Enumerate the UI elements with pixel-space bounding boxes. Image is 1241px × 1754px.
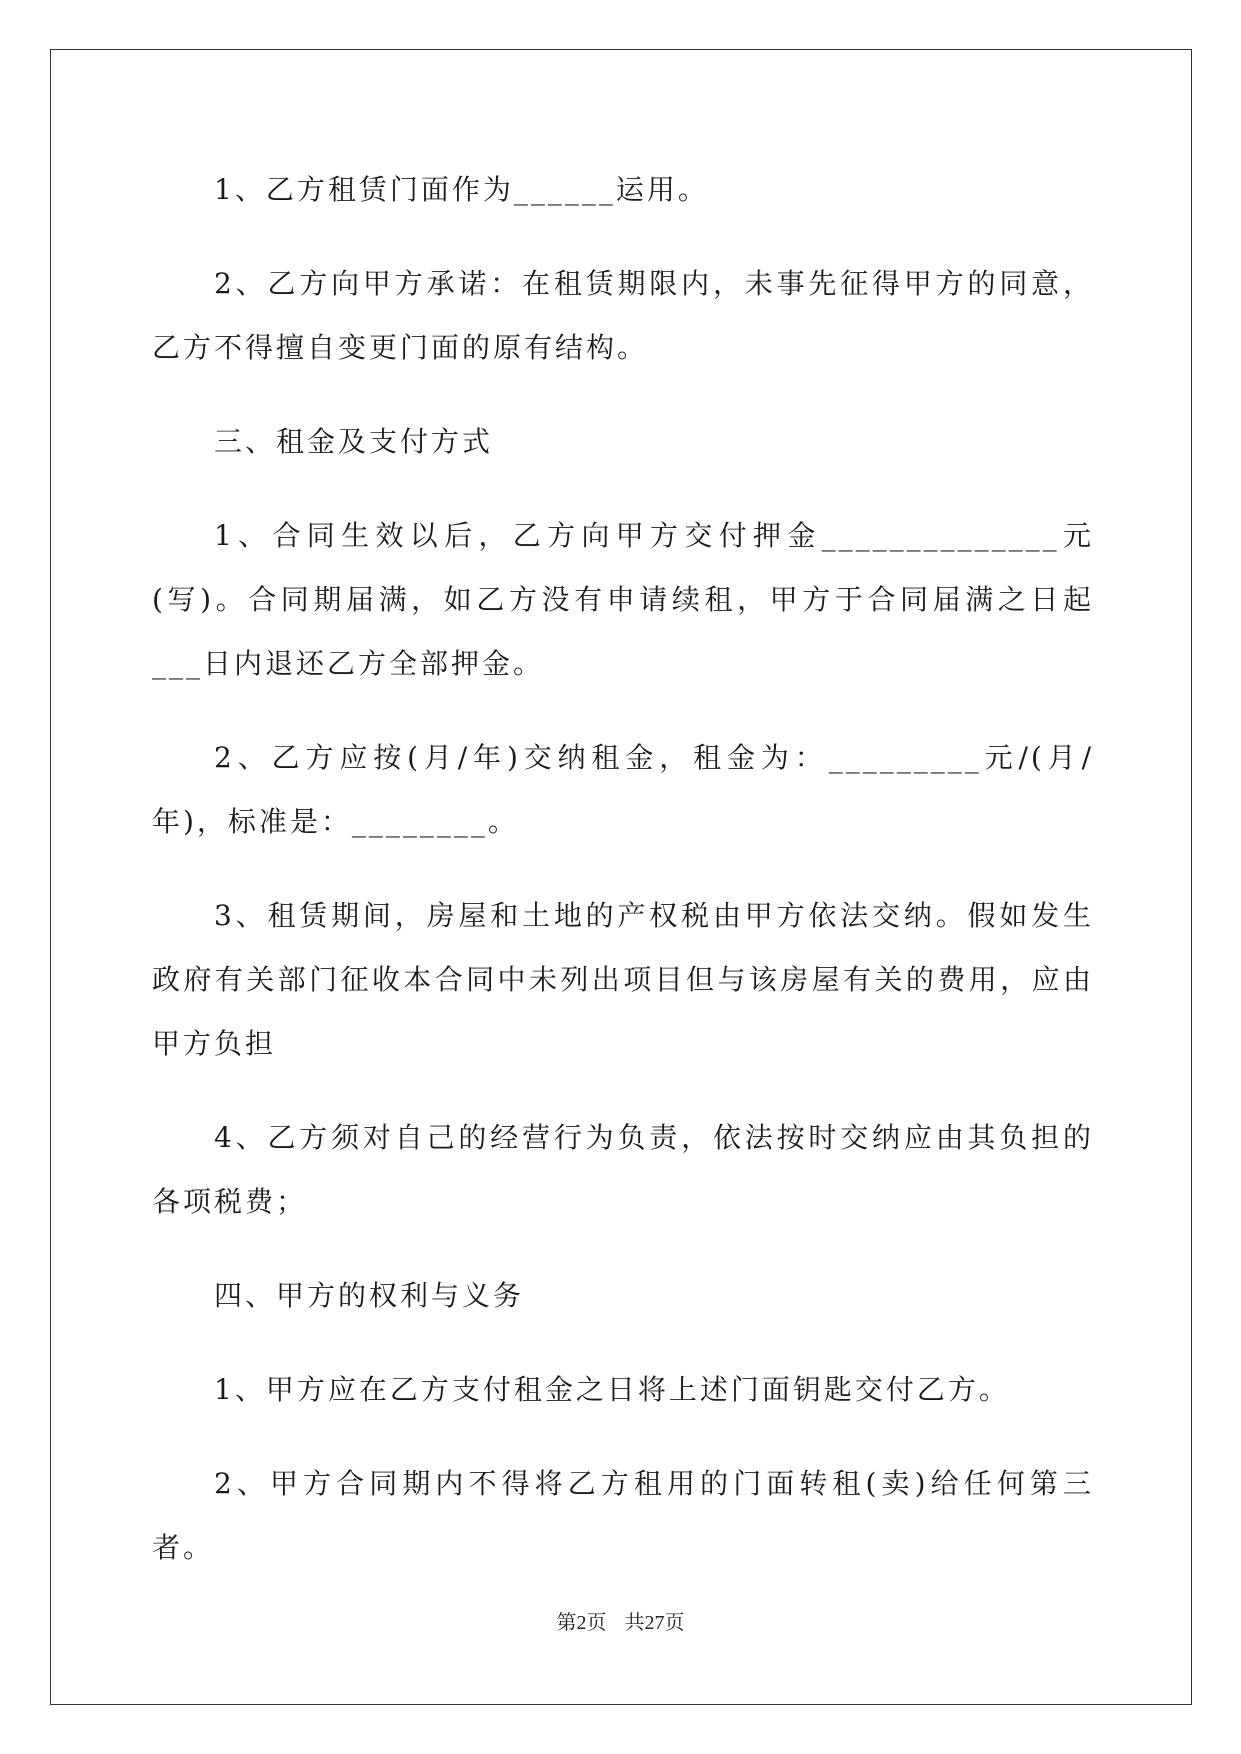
page-number: 第2页 — [556, 1612, 607, 1634]
paragraph-taxes-tenant: 4、乙方须对自己的经营行为负责，依法按时交纳应由其负担的各项税费； — [152, 1121, 1094, 1218]
paragraph-rent-payment: 2、乙方应按(月/年)交纳租金，租金为：_________元/(月/年)，标准是：________。 — [152, 741, 1094, 838]
page-footer — [0, 1606, 1241, 1635]
total-pages: 共27页 — [624, 1612, 685, 1634]
section-heading-landlord-rights: 四、甲方的权利与义务 — [214, 1279, 525, 1312]
paragraph-deposit: 1、合同生效以后，乙方向甲方交付押金______________元(写)。合同期届满，如乙方没有申请续租，甲方于合同届满之日起___日内退还乙方全部押金。 — [152, 519, 1094, 680]
paragraph-taxes-landlord: 3、租赁期间，房屋和土地的产权税由甲方依法交纳。假如发生政府有关部门征收本合同中未列出项目但与该房屋有关的费用，应由甲方负担 — [152, 899, 1094, 1060]
paragraph-1: 1、乙方租赁门面作为______运用。 — [214, 173, 709, 206]
paragraph-keys: 1、甲方应在乙方支付租金之日将上述门面钥匙交付乙方。 — [214, 1373, 1010, 1406]
section-heading-rent: 三、租金及支付方式 — [214, 425, 494, 458]
paragraph-no-sublet: 2、甲方合同期内不得将乙方租用的门面转租(卖)给任何第三者。 — [152, 1467, 1094, 1564]
paragraph-2: 2、乙方向甲方承诺：在租赁期限内，未事先征得甲方的同意，乙方不得擅自变更门面的原有结构。 — [152, 267, 1094, 364]
document-body — [152, 158, 1094, 1580]
